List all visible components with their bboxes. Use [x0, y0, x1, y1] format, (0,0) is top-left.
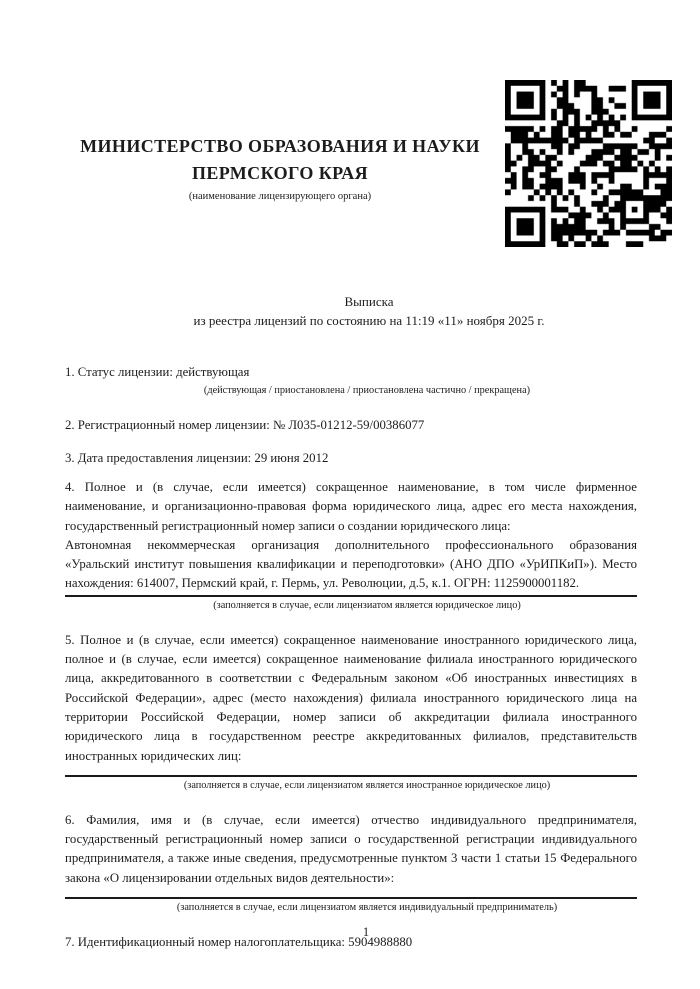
document-title-block: [83, 292, 655, 330]
ministry-name-line2: ПЕРМСКОГО КРАЯ: [191, 163, 369, 183]
licensing-authority-block: [50, 0, 510, 204]
foreign-entity-value-blank: [65, 766, 637, 777]
legal-entity-label: 4. Полное и (в случае, если имеется) сокращенное наименование, в том числе фирменное наименование, и организационно-правовая форма юридического лица, адрес его места нахождения, государственный регистрационный номер записи о создании юридического лица:: [65, 480, 637, 533]
licensing-authority-caption: (наименование лицензирующего органа): [188, 191, 372, 202]
license-status-line: 1. Статус лицензии: действующая: [65, 365, 250, 379]
entrepreneur-note: (заполняется в случае, если лицензиатом является индивидуальный предприниматель): [176, 902, 558, 914]
legal-entity-note: (заполняется в случае, если лицензиатом является юридическое лицо): [213, 599, 521, 611]
taxpayer-id-line: 7. Идентификационный номер налогоплательщика: 5904988880: [65, 935, 413, 950]
foreign-entity-note: (заполняется в случае, если лицензиатом является иностранное юридическое лицо): [183, 779, 551, 791]
license-grant-date-line: 3. Дата предоставления лицензии: 29 июня 2012: [65, 451, 329, 465]
page-number: 1: [362, 925, 370, 939]
foreign-entity-label: 5. Полное и (в случае, если имеется) сокращенное наименование иностранного юридического лица, полное и (в случае, если имеется) сокращенное наименование филиала иностранного юридического лица, аккредитованного в соответствии с Федеральным законом «Об иностранных инвестициях в Российской Федерации», адрес (место нахождения) филиала иностранного юридического лица на территории Российской Федерации, номер записи об аккредитации филиала иностранного юридического лица в государственном реестре аккредитованных филиалов, представительств иностранных юридических лиц:: [65, 632, 637, 763]
license-status-options-note: (действующая / приостановлена / приостановлена частично / прекращена): [203, 385, 531, 396]
document-title-date-line: из реестра лицензий по состоянию на 11:19 «11» ноября 2025 г.: [193, 313, 545, 328]
registration-number-line: 2. Регистрационный номер лицензии: № Л035-01212-59/00386077: [65, 418, 425, 432]
entrepreneur-label: 6. Фамилия, имя и (в случае, если имеется) отчество индивидуального предпринимателя, государственный регистрационный номер записи о государственной регистрации индивидуального предпринимателя, а также иные сведения, предусмотренные пунктом 3 части 1 статьи 15 Федерального закона «О лицензировании отдельных видов деятельности»:: [65, 812, 637, 885]
document-title: Выписка: [344, 294, 394, 309]
legal-entity-value: Автономная некоммерческая организация дополнительного профессионального образования «Уральский институт повышения квалификации и переподготовки» (АНО ДПО «УрИПКиП»). Место нахождения: 614007, Пермский край, г. Пермь, ул. Революции, д.5, к.1. ОГРН: 1125900001182.: [65, 536, 637, 597]
entrepreneur-value-blank: [65, 888, 637, 899]
ministry-name-line1: МИНИСТЕРСТВО ОБРАЗОВАНИЯ И НАУКИ: [80, 136, 480, 156]
